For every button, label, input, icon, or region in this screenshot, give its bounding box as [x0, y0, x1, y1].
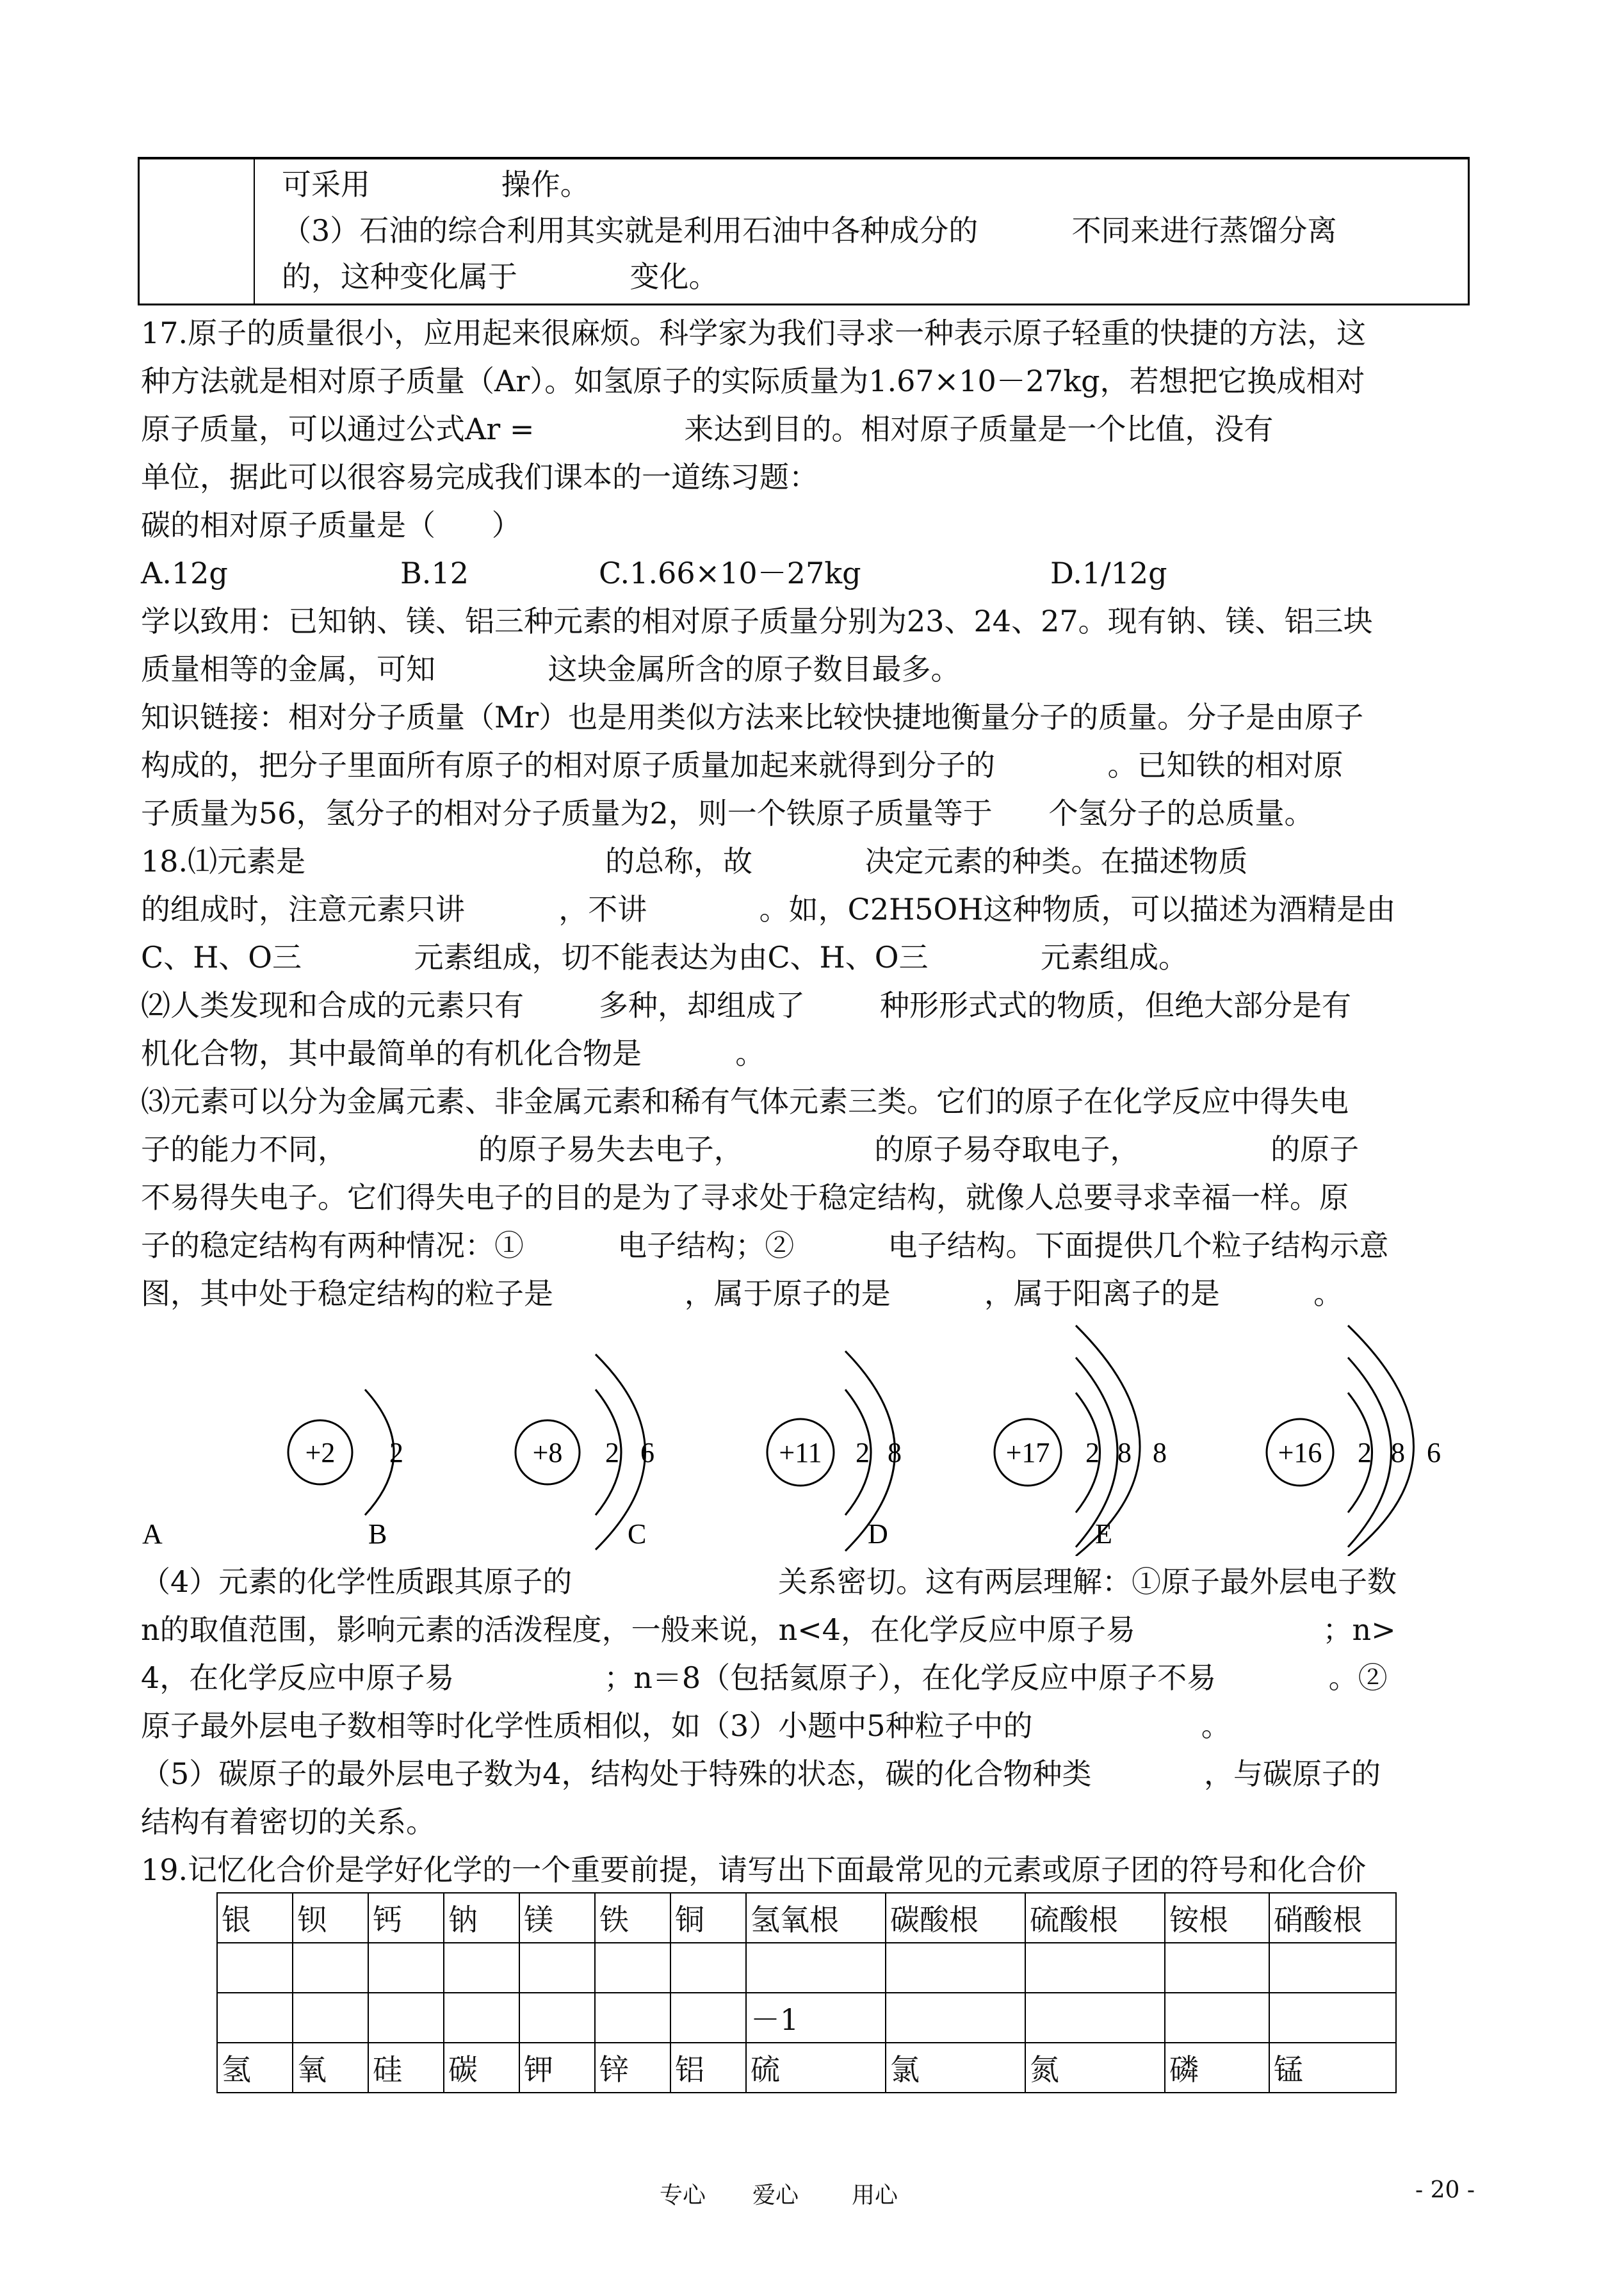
valence-table	[216, 1892, 1397, 2093]
table-cell: 镁	[519, 1893, 595, 1943]
table-cell[interactable]	[1269, 1943, 1396, 1993]
continuation-line-2: （3）石油的综合利用其实就是利用石油中各种成分的 不同来进行蒸馏分离	[282, 213, 1337, 248]
q18-line-7: 子的能力不同， 的原子易失去电子， 的原子易夺取电子， 的原子	[141, 1132, 1360, 1167]
table-cell[interactable]	[1025, 1943, 1165, 1993]
shell-b-e2: 6	[640, 1437, 654, 1468]
table-cell: 铝	[670, 2043, 746, 2093]
q17-line-2: 种方法就是相对原子质量（Ar）。如氢原子的实际质量为1.67×10－27kg，若想把它换成相对	[141, 364, 1365, 398]
table-cell[interactable]	[595, 1943, 670, 1993]
table-cell: 氯	[886, 2043, 1025, 2093]
diagram-label-e: E	[1095, 1518, 1112, 1550]
continuation-line-1: 可采用 操作。	[282, 167, 590, 202]
q18-line-10: 图，其中处于稳定结构的粒子是 ，属于原子的是 ，属于阳离子的是 。	[141, 1276, 1344, 1311]
table-cell: 锌	[595, 2043, 670, 2093]
q18-line-2: 的组成时，注意元素只讲 ，不讲 。如，C2H5OH这种物质，可以描述为酒精是由	[141, 892, 1396, 927]
footer-motto-3: 用心	[852, 2182, 898, 2209]
table-row	[217, 2043, 1396, 2093]
continuation-line-3: 的，这种变化属于 变化。	[282, 259, 719, 294]
shell-e-e3: 6	[1427, 1437, 1441, 1468]
table-cell: 硫	[746, 2043, 886, 2093]
table-cell: 碳	[444, 2043, 519, 2093]
table-cell[interactable]	[595, 1993, 670, 2043]
table-cell[interactable]	[1165, 1993, 1269, 2043]
q18-line-1: 18.⑴元素是 的总称，故 决定元素的种类。在描述物质	[141, 844, 1248, 879]
shell-a-e1: 2	[389, 1437, 403, 1468]
table-cell[interactable]	[293, 1943, 368, 1993]
table-row	[217, 1943, 1396, 1993]
shell-c-e1: 2	[856, 1437, 870, 1468]
table-cell: 氢氧根	[746, 1893, 886, 1943]
q17-line-5: 碳的相对原子质量是（ ）	[141, 508, 521, 542]
shell-d-e3: 8	[1153, 1437, 1167, 1468]
table-cell[interactable]	[1269, 1993, 1396, 2043]
page-number: - 20 -	[1415, 2177, 1475, 2203]
q17-line-4: 单位，据此可以很容易完成我们课本的一道练习题：	[141, 460, 818, 494]
q18-part5-line-2: 结构有着密切的关系。	[141, 1804, 435, 1839]
q17-option-b: B.12	[400, 556, 469, 590]
atom-structure-diagrams	[0, 1313, 1624, 1556]
nucleus-a-charge: +2	[305, 1437, 336, 1468]
shell-b-e1: 2	[605, 1437, 619, 1468]
q18-line-6: ⑶元素可以分为金属元素、非金属元素和稀有气体元素三类。它们的原子在化学反应中得失电	[141, 1084, 1349, 1119]
footer-motto-1: 专心	[660, 2182, 706, 2209]
table-cell[interactable]	[670, 1943, 746, 1993]
nucleus-b-charge: +8	[532, 1437, 563, 1468]
table-cell: 锰	[1269, 2043, 1396, 2093]
diagram-label-c: C	[628, 1518, 647, 1550]
table-cell: 磷	[1165, 2043, 1269, 2093]
shell-d-e2: 8	[1117, 1437, 1132, 1468]
table-cell[interactable]	[519, 1943, 595, 1993]
table-cell[interactable]	[1165, 1943, 1269, 1993]
q18-part4-line-3: 4，在化学反应中原子易 ；n＝8（包括氦原子），在化学反应中原子不易 。②	[141, 1660, 1388, 1695]
q17-line-7: 质量相等的金属，可知 这块金属所含的原子数目最多。	[141, 652, 961, 686]
shell-d-e1: 2	[1085, 1437, 1100, 1468]
table-cell[interactable]	[670, 1993, 746, 2043]
q18-line-5: 机化合物，其中最简单的有机化合物是 。	[141, 1036, 765, 1071]
table-cell[interactable]	[444, 1993, 519, 2043]
table-cell[interactable]	[217, 1993, 293, 2043]
shell-c-e2: 8	[888, 1437, 902, 1468]
nucleus-d-charge: +17	[1005, 1437, 1050, 1468]
box-divider	[254, 159, 255, 304]
table-cell: 硅	[368, 2043, 444, 2093]
footer-motto-2: 爱心	[752, 2182, 799, 2209]
table-cell: 钙	[368, 1893, 444, 1943]
q18-line-9: 子的稳定结构有两种情况：① 电子结构；② 电子结构。下面提供几个粒子结构示意	[141, 1228, 1389, 1263]
q17-line-3: 原子质量，可以通过公式Ar = 来达到目的。相对原子质量是一个比值，没有	[141, 412, 1274, 446]
table-cell: 钾	[519, 2043, 595, 2093]
q17-line-8: 知识链接：相对分子质量（Mr）也是用类似方法来比较快捷地衡量分子的质量。分子是由原子	[141, 700, 1364, 734]
table-cell[interactable]	[746, 1943, 886, 1993]
q17-line-1: 17.原子的质量很小，应用起来很麻烦。科学家为我们寻求一种表示原子轻重的快捷的方法，这	[141, 316, 1367, 350]
q17-option-a: A.12g	[141, 556, 228, 590]
table-cell: 铜	[670, 1893, 746, 1943]
q17-option-c: C.1.66×10－27kg	[599, 556, 861, 590]
diagram-label-b: B	[368, 1518, 387, 1550]
table-cell: 氮	[1025, 2043, 1165, 2093]
q18-part4-line-1: （4）元素的化学性质跟其原子的 关系密切。这有两层理解：①原子最外层电子数	[141, 1564, 1397, 1599]
table-cell: 氢	[217, 2043, 293, 2093]
q18-part4-line-4: 原子最外层电子数相等时化学性质相似，如（3）小题中5种粒子中的 。	[141, 1708, 1231, 1743]
table-row	[217, 1993, 1396, 2043]
q19-intro: 19.记忆化合价是学好化学的一个重要前提，请写出下面最常见的元素或原子团的符号和化合价	[141, 1853, 1367, 1887]
table-cell: 钠	[444, 1893, 519, 1943]
table-cell[interactable]	[886, 1943, 1025, 1993]
table-cell[interactable]	[886, 1993, 1025, 2043]
table-cell: －1	[746, 1993, 886, 2043]
table-cell: 铁	[595, 1893, 670, 1943]
table-cell: 硝酸根	[1269, 1893, 1396, 1943]
q17-line-9: 构成的，把分子里面所有原子的相对原子质量加起来就得到分子的 。已知铁的相对原	[141, 748, 1344, 783]
diagrams-svg	[0, 1313, 1624, 1556]
table-cell[interactable]	[368, 1993, 444, 2043]
table-cell[interactable]	[1025, 1993, 1165, 2043]
nucleus-e-charge: +16	[1278, 1437, 1322, 1468]
q17-line-6: 学以致用：已知钠、镁、铝三种元素的相对原子质量分别为23、24、27。现有钠、镁、铝三块	[141, 604, 1373, 638]
q18-line-3: C、H、O三 元素组成，切不能表达为由C、H、O三 元素组成。	[141, 940, 1188, 975]
shell-e-e2: 8	[1391, 1437, 1405, 1468]
q18-part4-line-2: n的取值范围，影响元素的活泼程度，一般来说，n<4，在化学反应中原子易 ；n>	[141, 1612, 1396, 1647]
nucleus-c-charge: +11	[779, 1437, 822, 1468]
diagram-label-d: D	[868, 1518, 888, 1550]
q18-part5-line-1: （5）碳原子的最外层电子数为4，结构处于特殊的状态，碳的化合物种类 ，与碳原子的	[141, 1756, 1381, 1791]
table-cell[interactable]	[444, 1943, 519, 1993]
table-cell: 硫酸根	[1025, 1893, 1165, 1943]
table-cell[interactable]	[368, 1943, 444, 1993]
diagram-label-a: A	[142, 1518, 163, 1550]
q18-line-8: 不易得失电子。它们得失电子的目的是为了寻求处于稳定结构，就像人总要寻求幸福一样。原	[141, 1180, 1349, 1215]
table-cell: 铵根	[1165, 1893, 1269, 1943]
q17-line-10: 子质量为56，氢分子的相对分子质量为2，则一个铁原子质量等于 个氢分子的总质量。	[141, 796, 1314, 831]
table-cell: 银	[217, 1893, 293, 1943]
table-cell[interactable]	[519, 1993, 595, 2043]
table-row	[217, 1893, 1396, 1943]
table-cell: 碳酸根	[886, 1893, 1025, 1943]
table-cell[interactable]	[293, 1993, 368, 2043]
table-cell: 氧	[293, 2043, 368, 2093]
q18-line-4: ⑵人类发现和合成的元素只有 多种，却组成了 种形形式式的物质，但绝大部分是有	[141, 988, 1351, 1023]
shell-e-e1: 2	[1358, 1437, 1372, 1468]
table-cell[interactable]	[217, 1943, 293, 1993]
table-cell: 钡	[293, 1893, 368, 1943]
q17-option-d: D.1/12g	[1050, 556, 1167, 590]
